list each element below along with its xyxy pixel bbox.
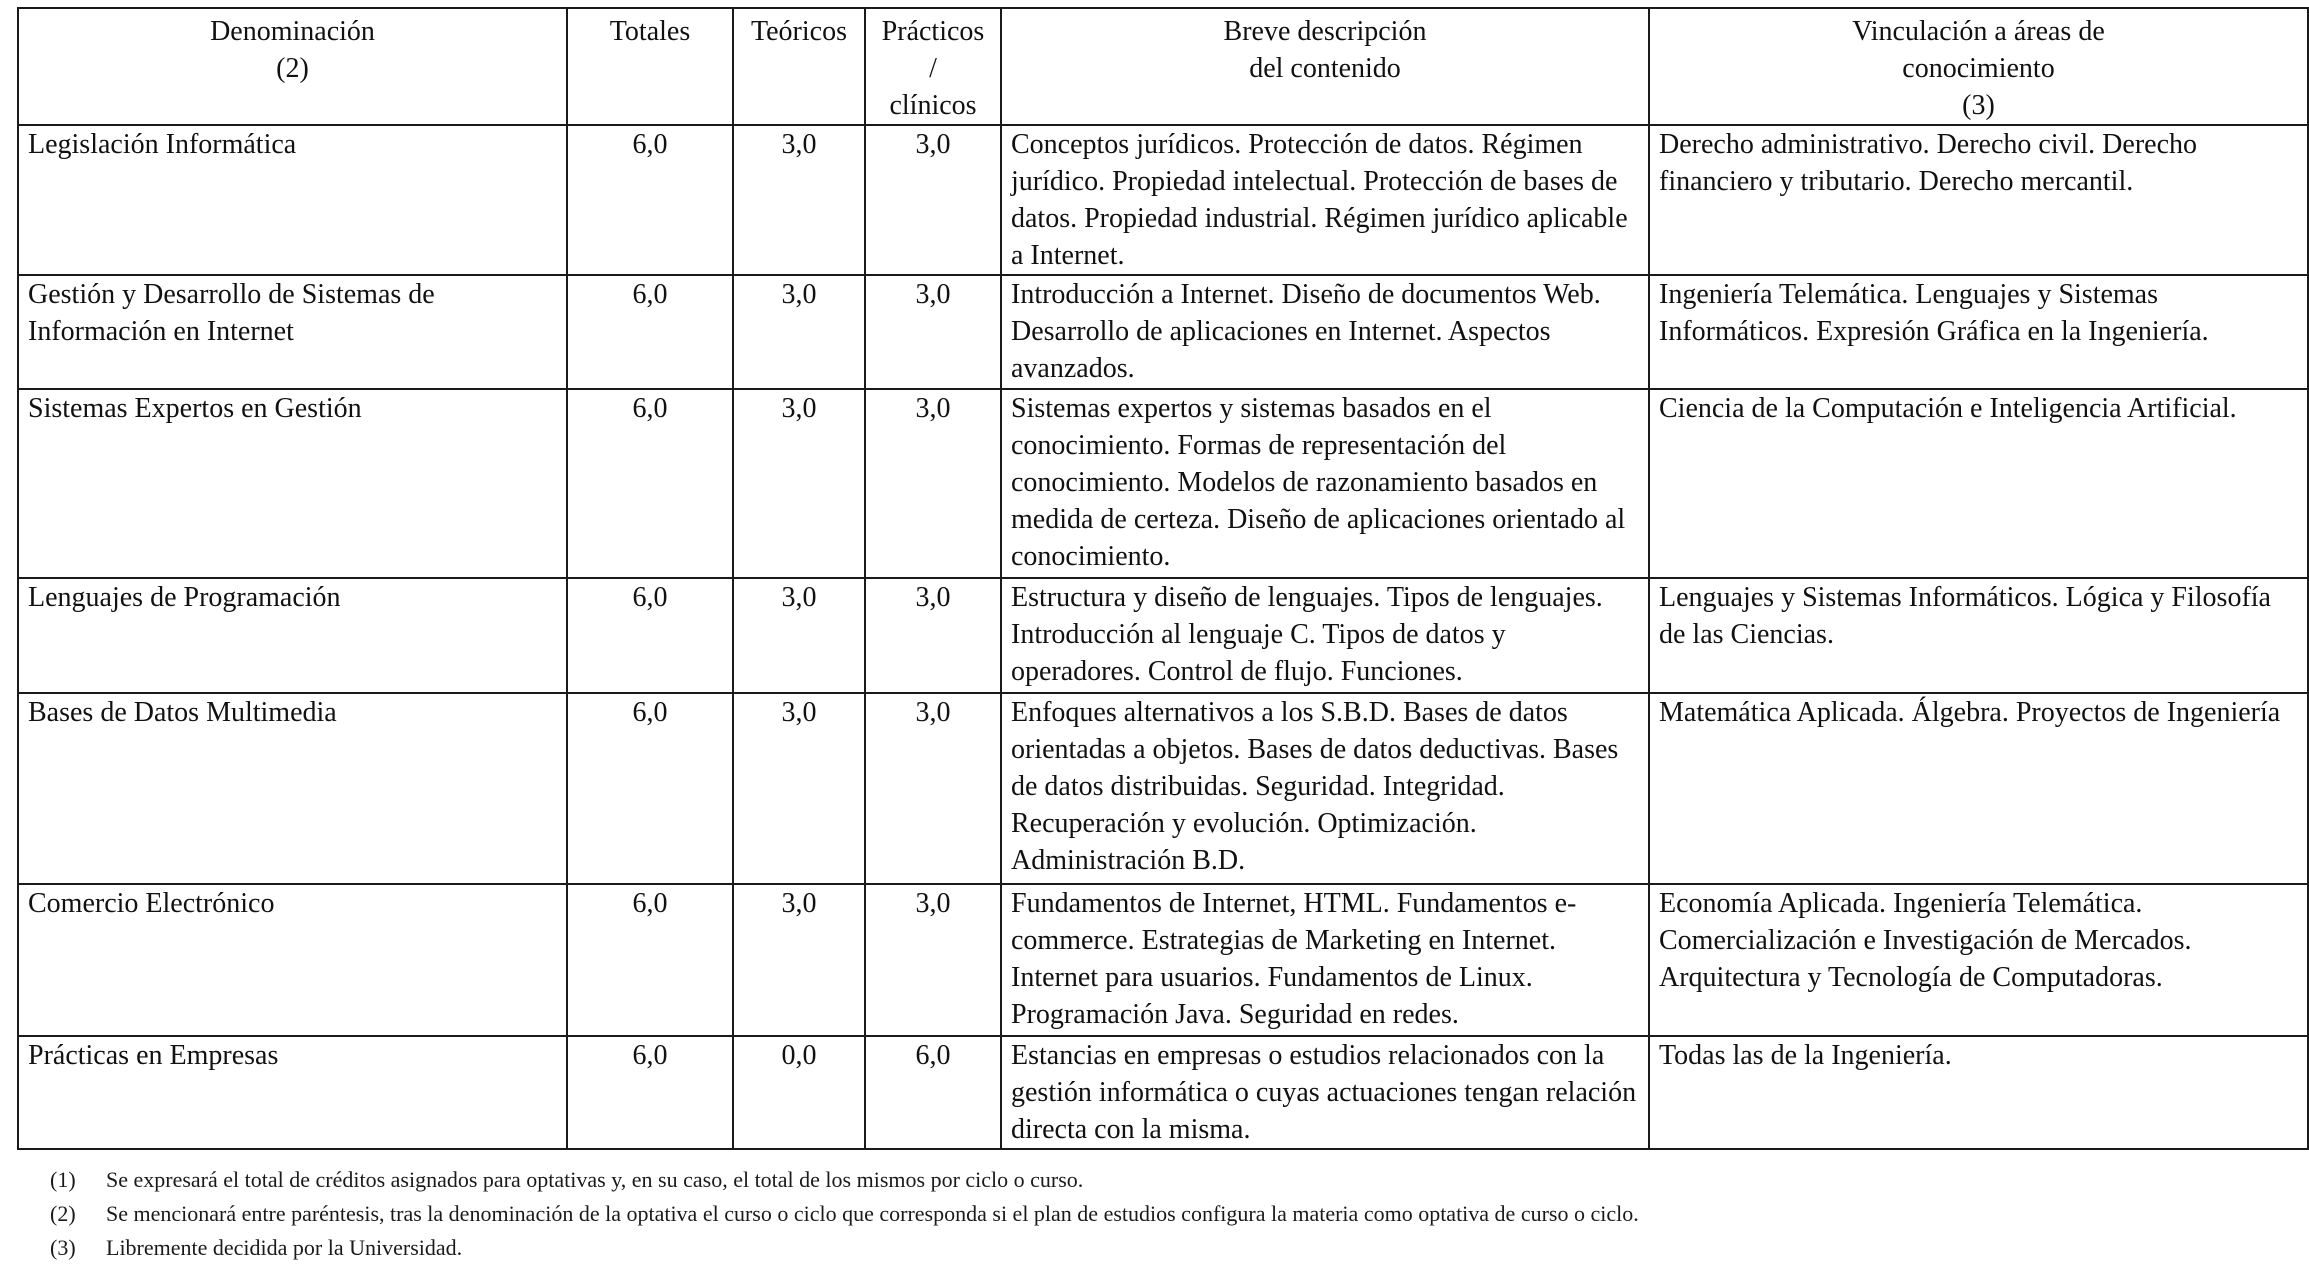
header-practicos <box>865 8 1001 125</box>
credits-theory: 3,0 <box>733 884 865 1036</box>
header-line: Prácticos <box>881 16 985 47</box>
credits-theory: 3,0 <box>733 275 865 389</box>
knowledge-areas: Ingeniería Telemática. Lenguajes y Sistemas Informáticos. Expresión Gráfica en la Ingeniería. <box>1649 275 2308 389</box>
credits-practice: 3,0 <box>865 275 1001 389</box>
header-line: Vinculación a áreas de <box>1852 16 2105 47</box>
course-name: Prácticas en Empresas <box>18 1036 567 1149</box>
course-name: Comercio Electrónico <box>18 884 567 1036</box>
table-row <box>18 1036 2308 1149</box>
footnote-mark: (3) <box>50 1235 76 1260</box>
footnote-mark: (2) <box>50 1201 76 1226</box>
content-description: Enfoques alternativos a los S.B.D. Bases de datos orientadas a objetos. Bases de datos deductivas. Bases de datos distribuidas. Seguridad. Integridad. Recuperación y evolución. Optimización. Administración B.D. <box>1001 693 1649 884</box>
course-name: Sistemas Expertos en Gestión <box>18 389 567 578</box>
course-name: Gestión y Desarrollo de Sistemas de Información en Internet <box>18 275 567 389</box>
credits-practice: 3,0 <box>865 578 1001 693</box>
knowledge-areas: Ciencia de la Computación e Inteligencia Artificial. <box>1649 389 2308 578</box>
header-vinculacion <box>1649 8 2308 125</box>
header-descripcion <box>1001 8 1649 125</box>
credits-total: 6,0 <box>567 884 733 1036</box>
header-line: Denominación <box>210 16 375 47</box>
content-description: Estructura y diseño de lenguajes. Tipos de lenguajes. Introducción al lenguaje C. Tipos de datos y operadores. Control de flujo. Funciones. <box>1001 578 1649 693</box>
credits-practice: 3,0 <box>865 884 1001 1036</box>
credits-practice: 3,0 <box>865 125 1001 275</box>
header-line: conocimiento <box>1902 53 2055 84</box>
credits-theory: 3,0 <box>733 578 865 693</box>
header-line: Breve descripción <box>1223 16 1427 47</box>
header-denominacion <box>18 8 567 125</box>
table-row <box>18 693 2308 884</box>
knowledge-areas: Todas las de la Ingeniería. <box>1649 1036 2308 1149</box>
header-line: / <box>929 53 937 84</box>
table-row <box>18 578 2308 693</box>
credits-total: 6,0 <box>567 125 733 275</box>
footnotes <box>50 1163 2250 1265</box>
knowledge-areas: Economía Aplicada. Ingeniería Telemática. Comercialización e Investigación de Mercados. Arquitectura y Tecnología de Computadoras. <box>1649 884 2308 1036</box>
header-totales <box>567 8 733 125</box>
content-description: Sistemas expertos y sistemas basados en el conocimiento. Formas de representación del conocimiento. Modelos de razonamiento basados en medida de certeza. Diseño de aplicaciones orientado al conocimiento. <box>1001 389 1649 578</box>
content-description: Fundamentos de Internet, HTML. Fundamentos e-commerce. Estrategias de Marketing en Internet. Internet para usuarios. Fundamentos de Linux. Programación Java. Seguridad en redes. <box>1001 884 1649 1036</box>
credits-theory: 3,0 <box>733 693 865 884</box>
credits-total: 6,0 <box>567 578 733 693</box>
table-row <box>18 275 2308 389</box>
header-line: clínicos <box>889 90 977 121</box>
footnote <box>50 1231 2250 1265</box>
course-name: Lenguajes de Programación <box>18 578 567 693</box>
table-header <box>18 8 2308 125</box>
header-row <box>18 8 2308 125</box>
knowledge-areas: Lenguajes y Sistemas Informáticos. Lógica y Filosofía de las Ciencias. <box>1649 578 2308 693</box>
credits-practice: 3,0 <box>865 693 1001 884</box>
course-name: Legislación Informática <box>18 125 567 275</box>
footnote-mark: (1) <box>50 1167 76 1192</box>
credits-theory: 3,0 <box>733 125 865 275</box>
knowledge-areas: Derecho administrativo. Derecho civil. Derecho financiero y tributario. Derecho mercantil. <box>1649 125 2308 275</box>
footnote-text: Se expresará el total de créditos asignados para optativas y, en su caso, el total de los mismos por ciclo o curso. <box>106 1167 1084 1192</box>
credits-total: 6,0 <box>567 389 733 578</box>
header-line: Totales <box>609 16 691 47</box>
footnote <box>50 1163 2250 1197</box>
header-line: (3) <box>1962 90 1995 121</box>
table-row <box>18 389 2308 578</box>
credits-practice: 3,0 <box>865 389 1001 578</box>
header-line: del contenido <box>1249 53 1401 84</box>
content-description: Conceptos jurídicos. Protección de datos. Régimen jurídico. Propiedad intelectual. Protección de bases de datos. Propiedad industrial. Régimen jurídico aplicable a Internet. <box>1001 125 1649 275</box>
credits-practice: 6,0 <box>865 1036 1001 1149</box>
credits-theory: 3,0 <box>733 389 865 578</box>
credits-total: 6,0 <box>567 275 733 389</box>
table-row <box>18 125 2308 275</box>
table-body <box>18 125 2308 1149</box>
content-description: Introducción a Internet. Diseño de documentos Web. Desarrollo de aplicaciones en Internet. Aspectos avanzados. <box>1001 275 1649 389</box>
footnote-text: Se mencionará entre paréntesis, tras la denominación de la optativa el curso o ciclo que corresponda si el plan de estudios configura la materia como optativa de curso o ciclo. <box>106 1201 1639 1226</box>
credits-total: 6,0 <box>567 1036 733 1149</box>
header-line: Teóricos <box>750 16 847 47</box>
content-description: Estancias en empresas o estudios relacionados con la gestión informática o cuyas actuaciones tengan relación directa con la misma. <box>1001 1036 1649 1149</box>
header-line: (2) <box>276 53 309 84</box>
optional-courses-table <box>17 7 2309 1150</box>
course-name: Bases de Datos Multimedia <box>18 693 567 884</box>
footnote <box>50 1197 2250 1231</box>
credits-theory: 0,0 <box>733 1036 865 1149</box>
footnote-text: Libremente decidida por la Universidad. <box>106 1235 463 1260</box>
table-row <box>18 884 2308 1036</box>
knowledge-areas: Matemática Aplicada. Álgebra. Proyectos de Ingeniería <box>1649 693 2308 884</box>
credits-total: 6,0 <box>567 693 733 884</box>
header-teoricos <box>733 8 865 125</box>
